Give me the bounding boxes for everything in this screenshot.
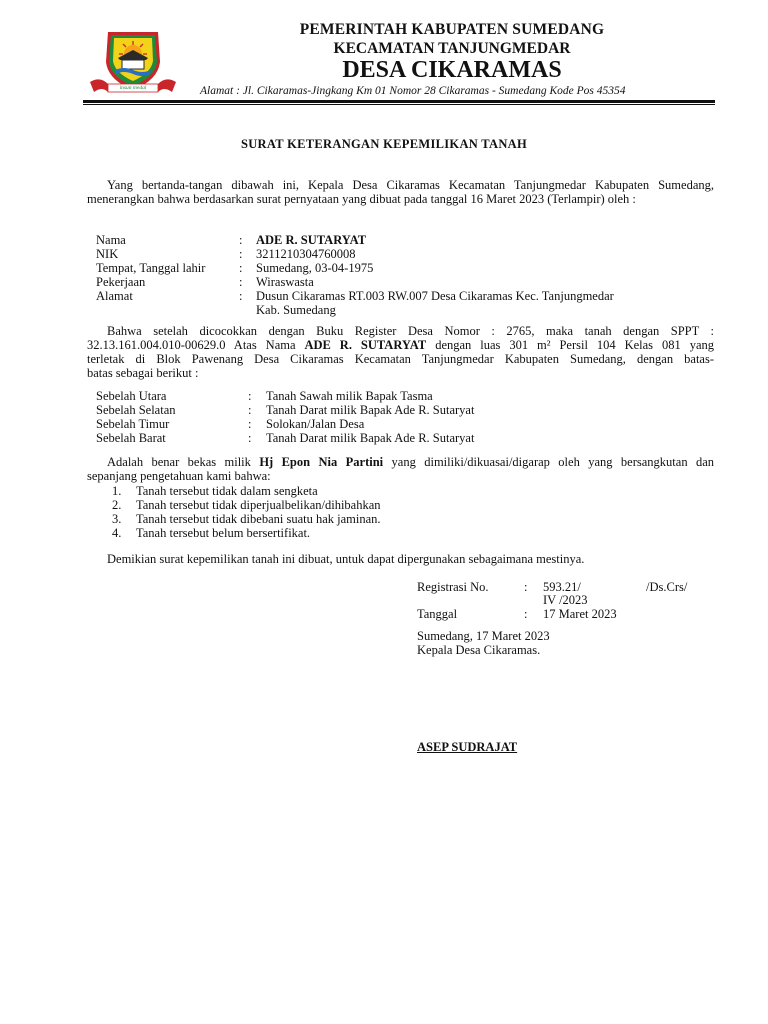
list-item: 4. Tanah tersebut belum bersertifikat. xyxy=(112,526,311,540)
registration-date: 17 Maret 2023 xyxy=(543,607,617,621)
identity-value: 3211210304760008 xyxy=(256,247,356,261)
register-line-3: terletak di Blok Pawenang Desa Cikaramas Kecamatan Tanjungmedar Kabupaten Sumedang, dengan batas- xyxy=(87,352,714,366)
district-name: KECAMATAN TANJUNGMEDAR xyxy=(333,40,571,57)
government-name: PEMERINTAH KABUPATEN SUMEDANG xyxy=(299,21,605,38)
letterhead-rule-thin xyxy=(83,104,715,105)
identity-value: Sumedang, 03-04-1975 xyxy=(256,261,374,275)
register-text: dengan luas 301 m² Persil 104 Kelas 081 yang xyxy=(426,338,715,352)
registration-suffix: /Ds.Crs/ xyxy=(646,580,688,594)
boundary-colon: : xyxy=(248,389,252,403)
identity-value: Dusun Cikaramas RT.003 RW.007 Desa Cikaramas Kec. Tanjungmedar xyxy=(256,289,614,303)
identity-colon: : xyxy=(239,289,243,303)
statement-text: Tanah tersebut belum bersertifikat. xyxy=(136,526,311,540)
boundary-label: Sebelah Timur xyxy=(96,417,170,431)
former-owner-name: Hj Epon Nia Partini xyxy=(259,455,384,469)
boundary-colon: : xyxy=(248,431,252,445)
statement-text: Tanah tersebut tidak dalam sengketa xyxy=(136,484,318,498)
office-address: Alamat : Jl. Cikaramas-Jingkang Km 01 Nomor 28 Cikaramas - Sumedang Kode Pos 45354 xyxy=(200,85,626,97)
register-text: 32.13.161.004.010-00629.0 Atas Nama xyxy=(87,338,305,352)
identity-label: Nama xyxy=(96,233,126,247)
owner-name: ADE R. SUTARYAT xyxy=(304,338,427,352)
registration-period: IV /2023 xyxy=(543,593,588,607)
ownership-text: yang dimiliki/dikuasai/digarap oleh yang bersangkutan dan xyxy=(383,455,715,469)
boundary-label: Sebelah Selatan xyxy=(96,403,176,417)
identity-colon: : xyxy=(239,247,243,261)
register-line-2 xyxy=(87,338,714,352)
intro-paragraph xyxy=(87,178,714,206)
signatory-name: ASEP SUDRAJAT xyxy=(417,740,518,754)
boundary-colon: : xyxy=(248,403,252,417)
signature-place-date: Sumedang, 17 Maret 2023 xyxy=(417,629,550,643)
ownership-text: Adalah benar bekas milik xyxy=(107,455,260,469)
identity-colon: : xyxy=(239,275,243,289)
registration-colon: : xyxy=(524,580,528,594)
logo-ribbon-text: insun medal xyxy=(119,85,147,91)
boundary-value: Solokan/Jalan Desa xyxy=(266,417,365,431)
register-line-4: batas sebagai berikut : xyxy=(87,366,199,380)
list-item: 2. Tanah tersebut tidak diperjualbelikan/dihibahkan xyxy=(112,498,381,512)
registration-number: 593.21/ xyxy=(543,580,581,594)
identity-label: Tempat, Tanggal lahir xyxy=(96,261,206,275)
statement-text: Tanah tersebut tidak dibebani suatu hak jaminan. xyxy=(136,512,381,526)
registration-label: Registrasi No. xyxy=(417,580,489,594)
boundary-colon: : xyxy=(248,417,252,431)
identity-colon: : xyxy=(239,233,243,247)
statement-text: Tanah tersebut tidak diperjualbelikan/dihibahkan xyxy=(136,498,381,512)
list-item: 1. Tanah tersebut tidak dalam sengketa xyxy=(112,484,318,498)
registration-colon: : xyxy=(524,607,528,621)
identity-value: Wiraswasta xyxy=(256,275,314,289)
identity-value: ADE R. SUTARYAT xyxy=(256,233,367,247)
signature-position: Kepala Desa Cikaramas. xyxy=(417,643,541,657)
closing-statement: Demikian surat kepemilikan tanah ini dibuat, untuk dapat dipergunakan sebagaimana mestinya. xyxy=(107,552,585,566)
identity-label: Alamat xyxy=(96,289,133,303)
identity-label: Pekerjaan xyxy=(96,275,146,289)
boundary-label: Sebelah Utara xyxy=(96,389,167,403)
boundary-value: Tanah Darat milik Bapak Ade R. Sutaryat xyxy=(266,403,475,417)
intro-text: Yang bertanda-tangan dibawah ini, Kepala Desa Cikaramas Kecamatan Tanjungmedar Kabupaten Sumedang, menerangkan bahwa berdasarkan surat pernyataan yang dibuat pada tanggal 16 Maret 2023 (Terlampir) oleh : xyxy=(87,178,714,206)
boundary-value: Tanah Sawah milik Bapak Tasma xyxy=(266,389,433,403)
list-item: 3. Tanah tersebut tidak dibebani suatu hak jaminan. xyxy=(112,512,381,526)
ownership-line-1 xyxy=(107,455,714,469)
letterhead-rule xyxy=(83,100,715,103)
ownership-line-2: sepanjang pengetahuan kami bahwa: xyxy=(87,469,271,483)
register-line-1: Bahwa setelah dicocokkan dengan Buku Register Desa Nomor : 2765, maka tanah dengan SPPT : xyxy=(107,324,714,338)
boundary-value: Tanah Darat milik Bapak Ade R. Sutaryat xyxy=(266,431,475,445)
identity-colon: : xyxy=(239,261,243,275)
document-title: SURAT KETERANGAN KEPEMILIKAN TANAH xyxy=(240,137,528,151)
village-name: DESA CIKARAMAS xyxy=(342,57,562,83)
registration-date-label: Tanggal xyxy=(417,607,458,621)
identity-value-line2: Kab. Sumedang xyxy=(256,303,336,317)
identity-label: NIK xyxy=(96,247,119,261)
boundary-label: Sebelah Barat xyxy=(96,431,166,445)
